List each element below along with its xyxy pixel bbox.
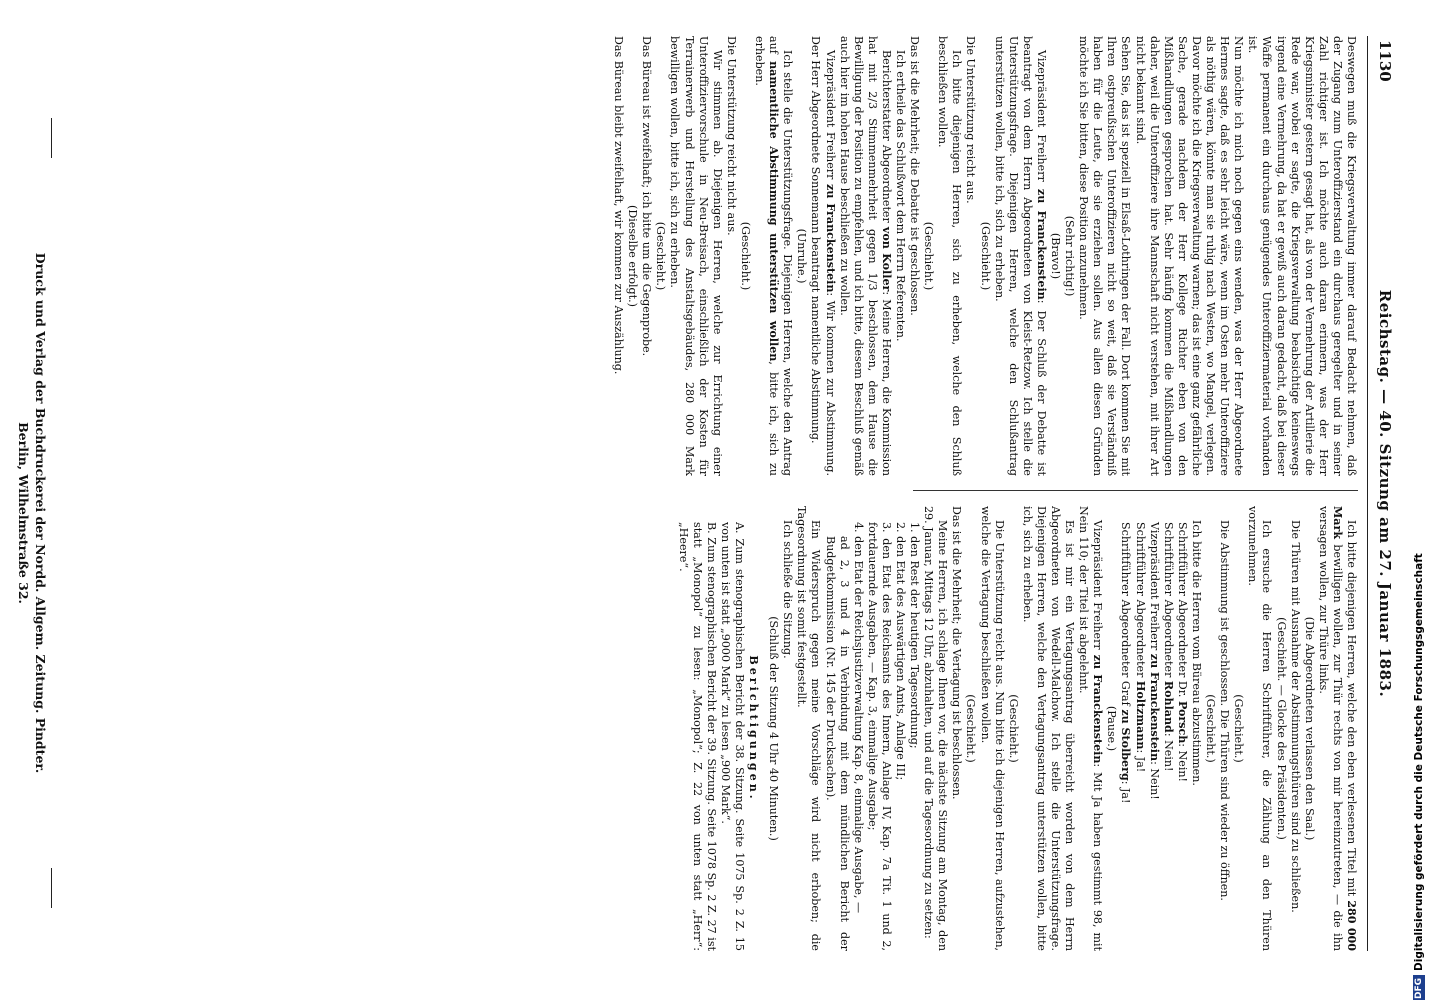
stage-direction: (Geschieht.) (922, 221, 936, 291)
footer-rule-right (51, 868, 52, 908)
paragraph: 2. den Etat des Auswärtigen Amts, Anlage III; (894, 522, 907, 781)
paragraph: B. Zum stenographischen Bericht der 39. Sitzung. Seite 1078 Sp. 2 Z. 27 ist statt „Monopol“ zu lesen: „Monopol“; Z. 22 von unten statt „Herr“: „Heere“. (676, 522, 718, 951)
paragraph: Das Büreau bleibt zweifelhaft, wir kommen zur Auszählung. (612, 36, 626, 375)
paragraph: Schriftführer Abgeordneter Graf zu Stolberg: Ja! (1119, 522, 1133, 804)
right-text-column (676, 506, 1359, 951)
paragraph: ad 2, 3 und 4 in Verbindung mit dem mündlichen Bericht der Budgetkommission (Nr. 145 der Drucksachen). (823, 536, 851, 951)
stage-direction: (Geschieht.) (654, 221, 668, 291)
paragraph: Die Abstimmung ist geschlossen. Die Thüren sind wieder zu öffnen. (1218, 520, 1232, 901)
paragraph: Es ist mir ein Vertagungsantrag überreicht worden von dem Herrn Abgeordneten von Wedell-Malchow. Ich stelle die Unterstützungsfrage. Diejenigen Herren, welche den Vertagungsantrag unterstützen wollen, bitte ich, sich zu erheben. (1020, 506, 1077, 951)
stage-direction: (Bravo!) (1049, 232, 1063, 280)
stage-direction: (Geschieht.) (1204, 694, 1218, 763)
stage-direction: (Geschieht.) (1232, 694, 1246, 763)
page-header (1367, 36, 1394, 951)
imprint-address: Berlin, Wilhelmstraße 32. (16, 422, 31, 604)
paragraph: Nun möchte ich mich noch gegen eins wenden, was der Herr Abgeordnete Hermes sagte, daß es sehr leicht wäre, wenn im Osten mehr Unteroffiziere als nöthig wären, könnte man sie ruhig nach Westen, wo Mangel, verlegen. Davor möchte ich die Kriegsverwaltung warnen; das ist eine ganz gefährliche Sache, gerade nachdem der Herr Kollege Richter eben von den Mißhandlungen gesprochen hat. Sehr häufig kommen die Mißhandlungen daher, weil die Unteroffiziere ihre Mannschaft nicht verstehen, mit ihrer Art nicht bekannt sind. (1133, 36, 1246, 476)
stage-direction: (Dieselbe erfolgt.) (626, 205, 640, 307)
stage-direction: Berichtigungen. (747, 655, 761, 802)
paragraph: Vizepräsident Freiherr zu Franckenstein: Mit Ja haben gestimmt 98, mit Nein 110; der Titel ist abgelehnt. (1077, 506, 1105, 952)
paragraph: 4. den Etat der Reichsjustizverwaltung Kap. 8, einmalige Ausgabe, — (851, 522, 865, 914)
paragraph: Schriftführer Abgeordneter Dr. Porsch: Nein! (1175, 522, 1189, 782)
dfg-logo: DFG (1413, 975, 1425, 1000)
paragraph: Ich bitte die Herren vom Büreau abzustimmen. (1189, 520, 1203, 786)
stage-direction: (Geschieht. — Glocke des Präsidenten.) (1274, 617, 1288, 840)
paragraph: A. Zum stenographischen Bericht der 38. Sitzung. Seite 1075 Sp. 2 Z. 15 von unten ist statt „9000 Mark“ zu lesen „900 Mark“. (718, 522, 746, 951)
stage-direction: (Schluß der Sitzung 4 Uhr 40 Minuten.) (767, 616, 781, 841)
paragraph: Deswegen muß die Kriegsverwaltung immer darauf Bedacht nehmen, daß der Zugang zum Unteroffizierstand ein durchaus geregelter und in seiner Zahl richtiger ist. Ich möchte auch daran erinnern, was der Herr Kriegsminister gestern gesagt hat, als von der Vermehrung der Artillerie die Rede war, wobei er sagte, die Kriegsverwaltung beabsichtige keineswegs irgend eine Vermehrung, da hat er gewiß auch daran gedacht, daß bei dieser Waffe permanent ein durchaus genügendes Unteroffiziermaterial vorhanden ist. (1246, 36, 1358, 476)
imprint-footer (16, 118, 48, 908)
paragraph: Das Büreau ist zweifelhaft; ich bitte um die Gegenprobe. (640, 36, 654, 357)
paragraph: Ich ersuche die Herren Schriftführer, die Zählung an den Thüren vorzunehmen. (1246, 506, 1274, 951)
paragraph: Das ist die Mehrheit; die Vertagung ist beschlossen. (950, 506, 964, 800)
imprint-text: Druck und Verlag der Buchdruckerei der Nordd. Allgem. Zeitung. Pindter. (33, 252, 48, 774)
stage-direction: (Geschieht.) (1006, 694, 1020, 763)
page-title: Reichstag. — 40. Sitzung am 27. Januar 1883. (1376, 289, 1394, 698)
paragraph: Meine Herren, ich schlage Ihnen vor, die nächste Sitzung am Montag, den 29. Januar, Mittags 12 Uhr, abzuhalten, und auf die Tagesordnung zu setzen: (922, 506, 950, 951)
stage-direction: (Geschieht.) (738, 221, 752, 291)
stage-direction: (Geschieht.) (978, 221, 992, 291)
paragraph: Die Unterstützung reicht aus. Nun bitte ich diejenigen Herren, aufzustehen, welche die Vertagung beschließen wollen. (978, 506, 1006, 951)
stage-direction: (Die Abgeordneten verlassen den Saal.) (1302, 616, 1316, 841)
paragraph: Die Unterstützung reicht nicht aus. (724, 36, 738, 236)
paragraph: Ich bitte diejenigen Herren, welche den eben verlesenen Titel mit 280 000 Mark bewilligen wollen, zur Thür rechts von mir hereinzutreten, — die ihn versagen wollen, zur Thüre links. (1316, 506, 1358, 951)
paragraph: Ich stelle die Unterstützungsfrage. Diejenigen Herren, welche den Antrag auf namentliche Abstimmung unterstützen wollen, bitte ich, sich zu erheben. (753, 36, 795, 476)
dfg-watermark-text: Digitalisierung gefördert durch die Deutsche Forschungsgemeinschaft (1413, 553, 1425, 971)
paragraph: Die Thüren mit Ausnahme der Abstimmungsthüren sind zu schließen. (1288, 520, 1302, 913)
stage-direction: (Pause.) (1105, 705, 1119, 752)
left-text-column (611, 36, 1358, 476)
paragraph: Ich schließe die Sitzung. (781, 520, 795, 659)
paragraph: Vizepräsident Freiherr zu Franckenstein: Wir kommen zur Abstimmung. Der Herr Abgeordnete Sonnemann beantragt namentliche Abstimmung. (809, 36, 837, 476)
paragraph: Ich bitte diejenigen Herren, sich zu erheben, welche den Schluß beschließen wollen. (936, 36, 964, 476)
footer-rule-left (51, 118, 52, 158)
paragraph: Ein Widerspruch gegen meine Vorschläge wird nicht erhoben; die Tagesordnung ist somit festgestellt. (795, 506, 823, 951)
paragraph: Sehen Sie, das ist speziell in Elsaß-Lothringen der Fall. Dort kommen Sie mit Ihren ostpreußischen Unteroffizieren nicht so weit, daß sie Verständniß haben für die Leute, die sie erziehen sollen. Aus allen diesen Gründen möchte ich Sie bitten, diese Position anzunehmen. (1077, 36, 1133, 476)
paragraph: 1. den Rest der heutigen Tagesordnung; (908, 522, 922, 749)
paragraph: Schriftführer Abgeordneter Rohland: Nein! (1161, 522, 1175, 772)
stage-direction: (Geschieht.) (964, 694, 978, 763)
paragraph: Ich ertheile das Schlußwort dem Herrn Referenten. (894, 50, 907, 342)
paragraph: Die Unterstützung reicht aus. (964, 36, 978, 204)
stage-direction: (Sehr richtig!) (1063, 215, 1077, 297)
paragraph: Das ist die Mehrheit; die Debatte ist geschlossen. (908, 36, 922, 316)
paragraph: Vizepräsident Freiherr zu Franckenstein: Nein! (1147, 522, 1161, 800)
paragraph: 3. den Etat des Reichsamts des Innern, Anlage IV, Kap. 7a Tit. 1 und 2, fortdauernde Ausgaben, — Kap. 3, einmalige Ausgabe; (865, 522, 893, 951)
page-number: 1130 (1376, 40, 1394, 82)
paragraph: Wir stimmen ab. Diejenigen Herren, welche zur Errichtung einer Unteroffiziervorschule in Neu-Breisach, einschließlich der Kosten für Terrainerwerb und Herstellung des Anstaltsgebäudes, 280 000 Mark bewilligen wollen, bitte ich, sich zu erheben. (668, 36, 724, 476)
paragraph: Schriftführer Abgeordneter Holtzmann: Ja! (1133, 522, 1147, 773)
dfg-watermark (1410, 553, 1428, 1000)
paragraph: Vizepräsident Freiherr zu Franckenstein: Der Schluß der Debatte ist beantragt von dem Herrn Abgeordneten von Kleist-Retzow. Ich stelle die Unterstützungsfrage. Diejenigen Herren, welche den Schlußantrag unterstützen wollen, bitte ich, sich zu erheben. (992, 36, 1048, 476)
paragraph: Berichterstatter Abgeordneter von Koller: Meine Herren, die Kommission hat mit 2/3 Stimmenmehrheit gegen 1/3 beschlossen, dem Hause die Bewilligung der Position zu empfehlen, und ich bitte, diesem Beschluß gemäß auch hier im hohen Hause beschließen zu wollen. (837, 36, 893, 477)
stage-direction: (Unruhe.) (795, 228, 809, 284)
column-divider (913, 490, 1358, 491)
